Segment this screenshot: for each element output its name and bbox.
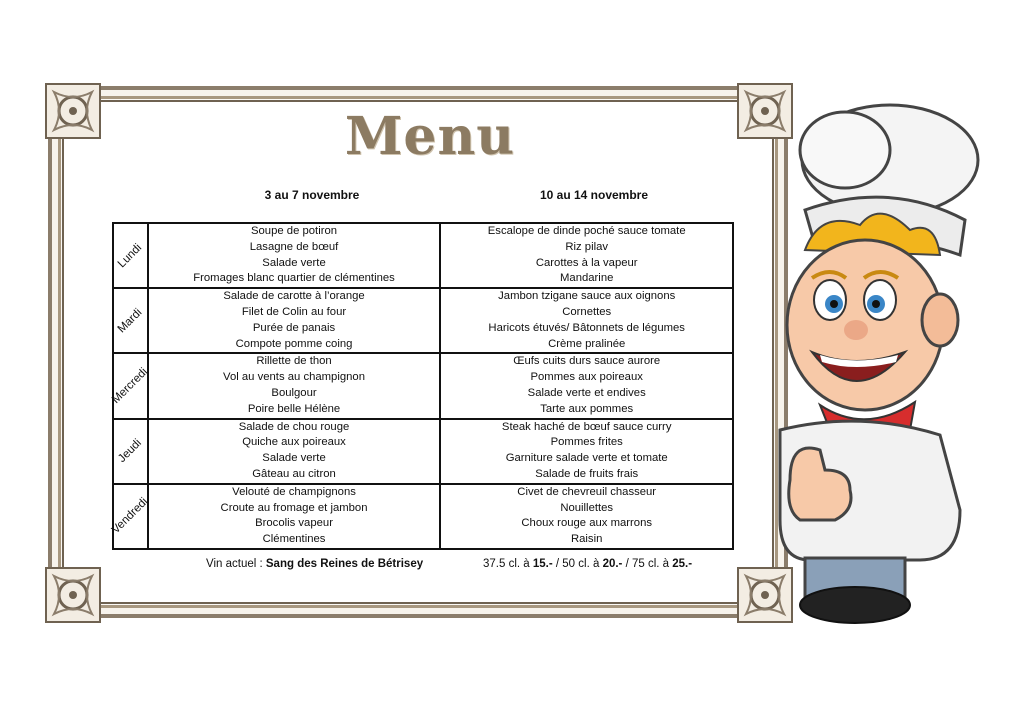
corner-ornament-icon xyxy=(44,82,102,140)
dish-item: Boulgour xyxy=(271,386,317,399)
dish-item: Haricots étuvés/ Bâtonnets de légumes xyxy=(488,321,685,334)
dish-item: Purée de panais xyxy=(252,321,336,334)
dish-item: Filet de Colin au four xyxy=(241,305,347,318)
dish-item: Clémentines xyxy=(262,533,326,546)
dishes-week2 xyxy=(440,353,733,418)
dishes-week2 xyxy=(440,288,733,353)
dish-item: Poire belle Hélène xyxy=(247,402,341,415)
price-text: / 50 cl. à xyxy=(552,558,603,570)
dish-item: Tarte aux pommes xyxy=(540,402,634,415)
dish-item: Mandarine xyxy=(560,272,614,285)
dishes-week2 xyxy=(440,223,733,288)
price-value: 20.- xyxy=(602,558,623,570)
dish-item: Crème pralinée xyxy=(548,337,626,350)
dish-item: Salade de fruits frais xyxy=(535,467,639,480)
dish-item: Salade de carotte à l’orange xyxy=(223,290,365,303)
dish-item: Œufs cuits durs sauce aurore xyxy=(513,355,661,368)
dish-item: Vol au vents au champignon xyxy=(223,371,365,384)
wine-label: Vin actuel : xyxy=(206,558,266,570)
dish-item: Brocolis vapeur xyxy=(255,517,333,530)
wine-name: Sang des Reines de Bétrisey xyxy=(265,558,424,570)
day-label: Jeudi xyxy=(116,437,145,466)
dishes-week1 xyxy=(148,223,441,288)
day-cell xyxy=(113,223,148,288)
corner-ornament-icon xyxy=(44,566,102,624)
dish-item: Salade verte xyxy=(262,452,326,465)
price-text: 37.5 cl. à xyxy=(483,558,533,570)
dish-item: Salade verte et endives xyxy=(527,386,646,399)
dish-item: Gâteau au citron xyxy=(252,467,336,480)
day-label: Lundi xyxy=(116,241,145,270)
day-row xyxy=(113,353,733,418)
price-value: 15.- xyxy=(532,558,553,570)
day-cell xyxy=(113,288,148,353)
dish-item: Lasagne de bœuf xyxy=(249,240,339,253)
dish-item: Quiche aux poireaux xyxy=(242,436,346,449)
dishes-week1 xyxy=(148,353,441,418)
day-row xyxy=(113,223,733,288)
day-label: Mardi xyxy=(115,306,145,336)
dish-item: Raisin xyxy=(570,533,603,546)
dish-item: Nouillettes xyxy=(560,501,614,514)
price-text: / 75 cl. à xyxy=(622,558,673,570)
menu-table xyxy=(112,222,734,550)
chef-illustration xyxy=(750,90,1000,630)
dish-item: Soupe de potiron xyxy=(250,225,338,237)
dish-item: Compote pomme coing xyxy=(235,337,353,350)
dishes-week2 xyxy=(440,419,733,484)
dish-item: Salade de chou rouge xyxy=(238,420,350,433)
dish-item: Choux rouge aux marrons xyxy=(521,517,652,530)
day-row xyxy=(113,419,733,484)
dish-item: Pommes aux poireaux xyxy=(530,371,643,384)
dish-item: Escalope de dinde poché sauce tomate xyxy=(487,225,686,237)
dishes-week1 xyxy=(148,484,441,549)
dish-item: Steak haché de bœuf sauce curry xyxy=(501,420,672,433)
dishes-week1 xyxy=(148,288,441,353)
dish-item: Pommes frites xyxy=(550,436,623,449)
wine-info xyxy=(206,558,423,570)
week-1-heading: 3 au 7 novembre xyxy=(264,188,360,202)
day-cell xyxy=(113,419,148,484)
dish-item: Salade verte xyxy=(262,256,326,269)
wine-prices xyxy=(483,558,692,570)
day-row xyxy=(113,484,733,549)
day-row xyxy=(113,288,733,353)
price-value: 25.- xyxy=(672,558,693,570)
dish-item: Fromages blanc quartier de clémentines xyxy=(193,272,395,285)
dishes-week1 xyxy=(148,419,441,484)
dish-item: Velouté de champignons xyxy=(232,485,356,498)
day-cell xyxy=(110,484,151,549)
dish-item: Cornettes xyxy=(562,305,612,318)
dishes-week2 xyxy=(440,484,733,549)
dish-item: Riz pilav xyxy=(565,240,609,253)
dish-item: Garniture salade verte et tomate xyxy=(505,452,668,465)
day-label: Mercredi xyxy=(110,365,151,407)
day-label: Vendredi xyxy=(110,496,151,537)
dish-item: Carottes à la vapeur xyxy=(535,256,638,269)
dish-item: Rillette de thon xyxy=(256,355,332,368)
menu-title: Menu xyxy=(344,106,516,167)
dish-item: Civet de chevreuil chasseur xyxy=(517,485,657,498)
week-2-heading: 10 au 14 novembre xyxy=(539,188,649,202)
dish-item: Jambon tzigane sauce aux oignons xyxy=(498,290,676,303)
dish-item: Croute au fromage et jambon xyxy=(220,501,368,514)
day-cell xyxy=(110,353,151,418)
